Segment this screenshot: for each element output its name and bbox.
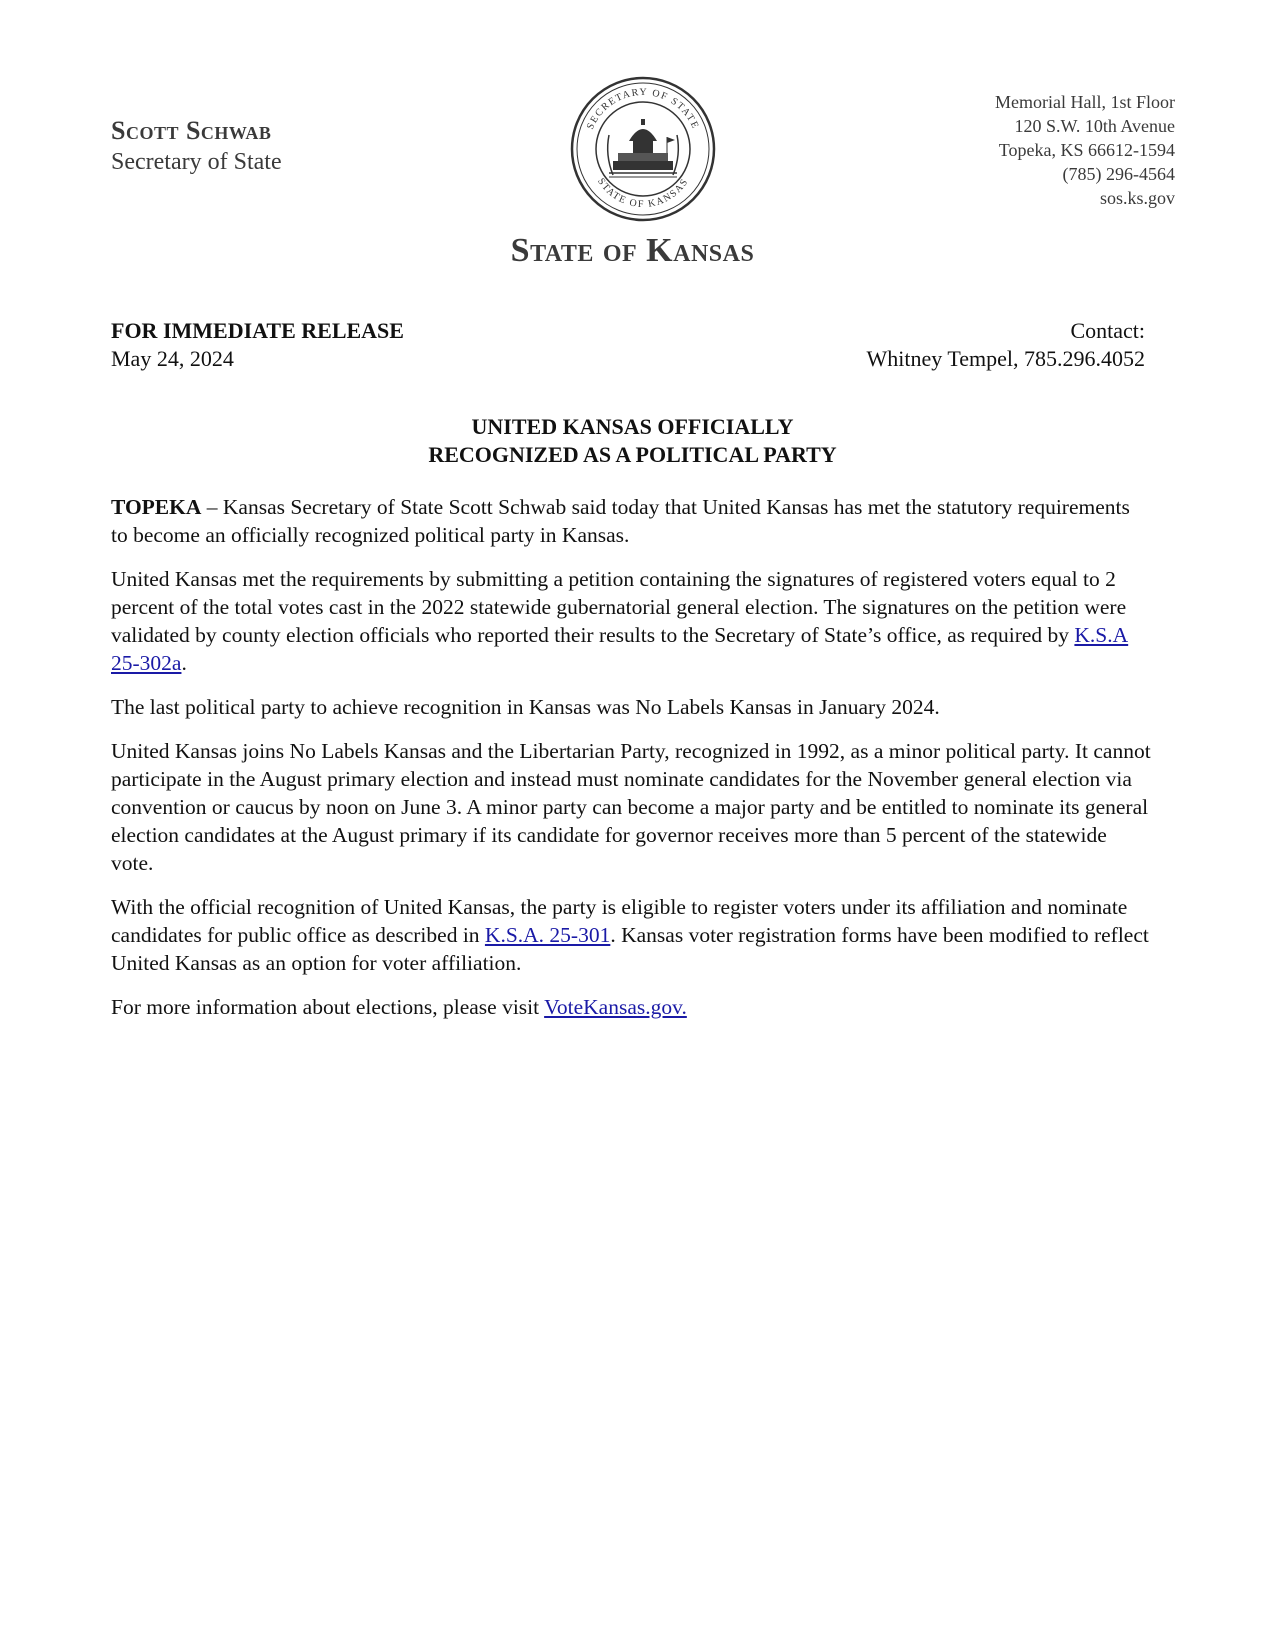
headline	[0, 413, 1265, 469]
address-line: 120 S.W. 10th Avenue	[1014, 116, 1175, 136]
seal-bottom-text: STATE OF KANSAS	[595, 176, 691, 211]
headline-line: UNITED KANSAS OFFICIALLY	[471, 414, 794, 439]
paragraph-2	[111, 565, 1151, 677]
address-phone: (785) 296-4564	[1062, 164, 1175, 184]
sender-block	[111, 115, 282, 177]
seal-top-text: SECRETARY OF STATE	[585, 86, 701, 132]
contact-person: Whitney Tempel, 785.296.4052	[866, 346, 1145, 371]
state-seal-logo	[569, 75, 717, 223]
paragraph-text: United Kansas met the requirements by submitting a petition containing the signatures of registered voters equal to 2 percent of the total votes cast in the 2022 statewide gubernatorial general election. The signatures on the petition were validated by county election officials who reported their results to the Secretary of State’s office, as required by	[111, 567, 1127, 647]
paragraph-4: United Kansas joins No Labels Kansas and the Libertarian Party, recognized in 1992, as a minor political party. It cannot participate in the August primary election and instead must nominate candidates for the November general election via convention or caucus by noon on June 3. A minor party can become a major party and be entitled to nominate its general election candidates at the August primary if its candidate for governor receives more than 5 percent of the statewide vote.	[111, 739, 1151, 875]
paragraph-6	[111, 993, 1151, 1021]
paragraph-text: For more information about elections, please visit	[111, 995, 545, 1019]
release-date: May 24, 2024	[111, 346, 234, 371]
paragraph-end: . Kansas voter registration forms have been modified to reflect United Kansas as an option for voter affiliation.	[111, 923, 1149, 975]
headline-line: RECOGNIZED AS A POLITICAL PARTY	[428, 442, 837, 467]
ksa-25-301-link[interactable]: K.S.A. 25-301	[484, 923, 611, 947]
sender-title: Secretary of State	[111, 149, 282, 175]
state-title: State of Kansas	[510, 232, 755, 269]
paragraph-1	[111, 493, 1151, 549]
release-block	[111, 317, 404, 373]
contact-label: Contact:	[1070, 318, 1145, 343]
paragraph-3: The last political party to achieve recognition in Kansas was No Labels Kansas in January 2024.	[111, 695, 940, 719]
dateline: TOPEKA	[111, 495, 202, 519]
paragraph-end: .	[181, 651, 187, 675]
address-line: Memorial Hall, 1st Floor	[995, 92, 1175, 112]
votekansas-link[interactable]: VoteKansas.gov.	[544, 995, 687, 1019]
paragraph-text: With the official recognition of United Kansas, the party is eligible to register voters under its affiliation and nominate candidates for public office as described in	[111, 895, 1128, 947]
press-release-body	[111, 493, 1151, 1037]
paragraph-text: – Kansas Secretary of State Scott Schwab said today that United Kansas has met the statutory requirements to become an officially recognized political party in Kansas.	[111, 495, 1130, 547]
address-line: Topeka, KS 66612-1594	[998, 140, 1175, 160]
paragraph-5	[111, 893, 1151, 977]
office-address	[995, 90, 1175, 210]
address-website: sos.ks.gov	[1099, 188, 1175, 208]
contact-block	[866, 317, 1145, 373]
ksa-25-302a-link[interactable]: K.S.A 25-302a	[111, 623, 1129, 675]
sender-name: Scott Schwab	[111, 116, 272, 145]
release-label: FOR IMMEDIATE RELEASE	[111, 318, 404, 343]
capitol-building-icon	[608, 119, 679, 177]
